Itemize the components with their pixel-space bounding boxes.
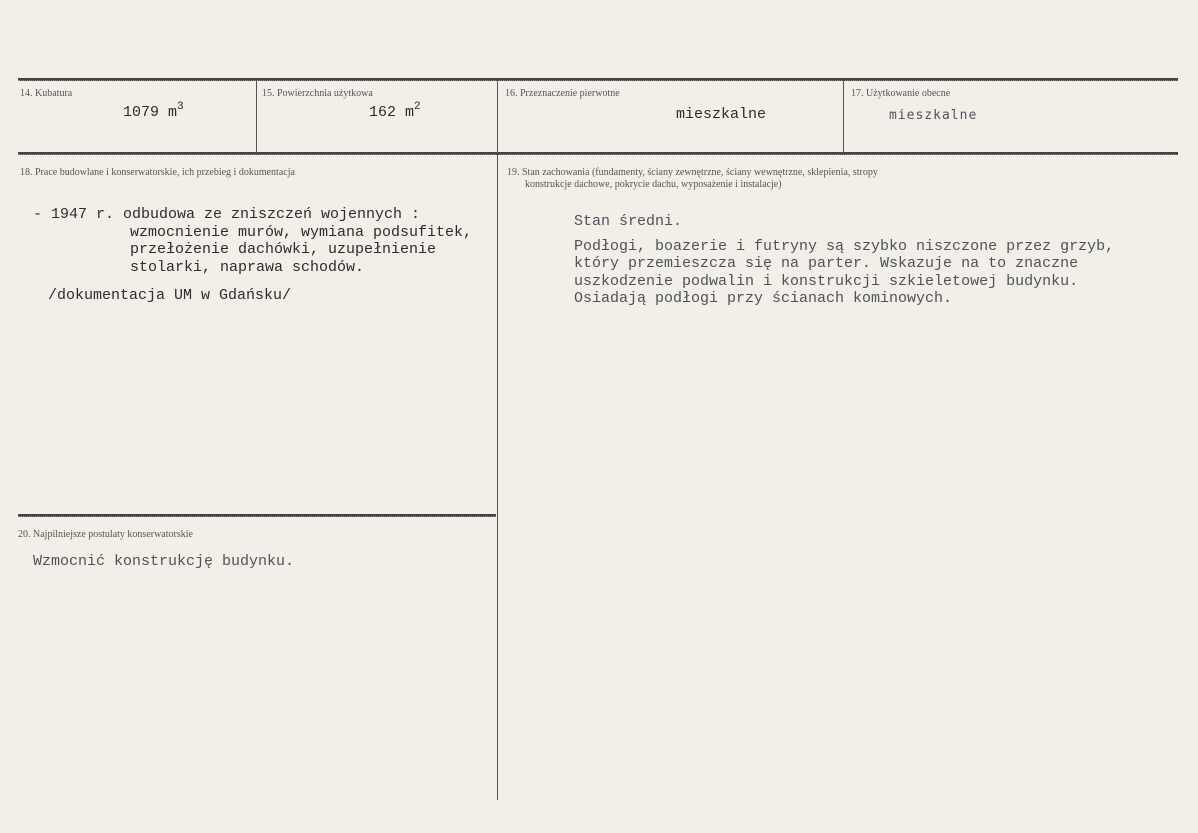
stan-summary: Stan średni. [574, 213, 683, 230]
przeznaczenie-label: 16. Przeznaczenie pierwotne [505, 88, 620, 99]
stan-label-line-2: konstrukcje dachowe, pokrycie dachu, wyposażenie i instalacje) [525, 179, 782, 190]
stan-line-1: Podłogi, boazerie i futryny są szybko niszczone przez grzyb, [574, 238, 1115, 255]
kubatura-label: 14. Kubatura [20, 88, 73, 99]
prace-label: 18. Prace budowlane i konserwatorskie, ich przebieg i dokumentacja [20, 167, 295, 178]
center-divider [497, 80, 498, 800]
prace-line-2: wzmocnienie murów, wymiana podsufitek, [130, 224, 473, 241]
prace-line-1: - 1947 r. odbudowa ze zniszczeń wojennych : [33, 206, 421, 223]
divider-14-15 [256, 80, 257, 153]
powierzchnia-label: 15. Powierzchnia użytkowa [262, 88, 373, 99]
divider-16-17 [843, 80, 844, 153]
przeznaczenie-value: mieszkalne [676, 106, 767, 123]
stan-line-2: który przemieszcza się na parter. Wskazuje na to znaczne [574, 255, 1079, 272]
section-20-rule [18, 514, 496, 517]
stan-line-3: uszkodzenie podwalin i konstrukcji szkieletowej budynku. [574, 273, 1079, 290]
powierzchnia-unit-exponent: 2 [414, 101, 421, 113]
middle-rule [18, 152, 1178, 155]
prace-documentation: /dokumentacja UM w Gdańsku/ [48, 287, 292, 304]
uzytkowanie-label: 17. Użytkowanie obecne [851, 88, 951, 99]
postulaty-label: 20. Najpilniejsze postulaty konserwatorskie [18, 529, 193, 540]
prace-line-4: stolarki, naprawa schodów. [130, 259, 365, 276]
prace-line-3: przełożenie dachówki, uzupełnienie [130, 241, 437, 258]
kubatura-unit-exponent: 3 [177, 101, 184, 113]
uzytkowanie-value: mieszkalne [889, 108, 978, 123]
top-rule [18, 78, 1178, 81]
stan-label-line-1: 19. Stan zachowania (fundamenty, ściany zewnętrzne, ściany wewnętrzne, sklepienia, stropy [507, 167, 878, 178]
stan-line-4: Osiadają podłogi przy ścianach kominowych. [574, 290, 953, 307]
kubatura-value: 1079 $m^3$ [123, 101, 184, 121]
powierzchnia-value: 162 $m^2$ [369, 101, 421, 121]
postulaty-value: Wzmocnić konstrukcję budynku. [33, 553, 295, 570]
